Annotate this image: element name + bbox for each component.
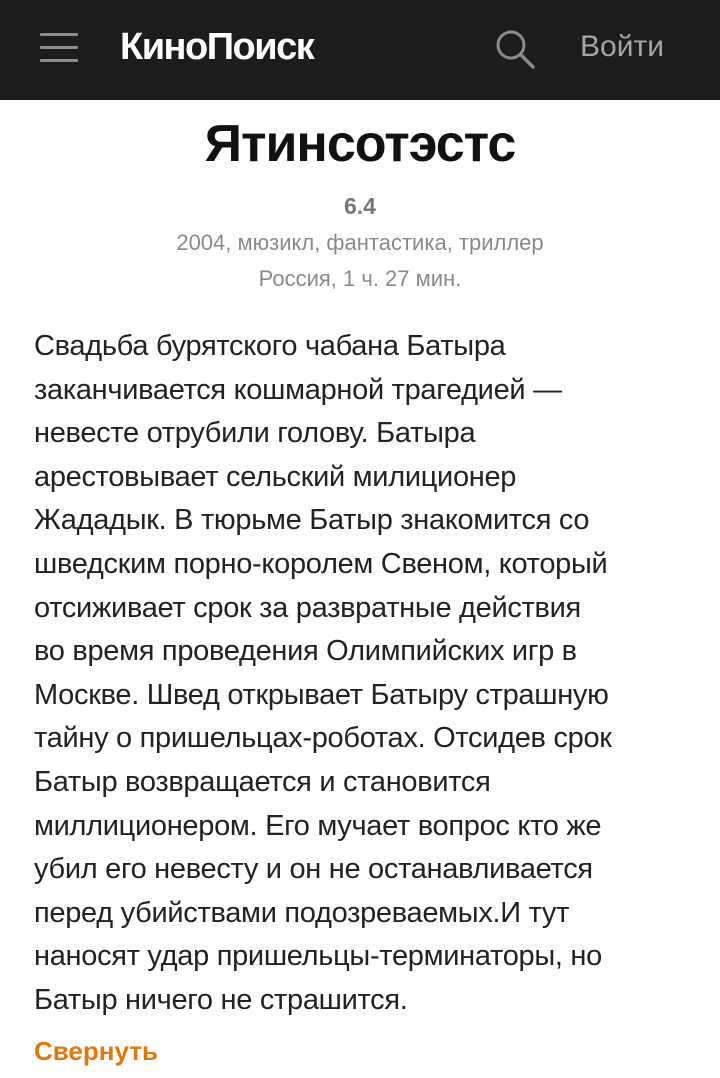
description-line: арестовывает сельский милиционер (34, 460, 517, 493)
description-line: Москве. Швед открывает Батыру страшную (34, 678, 609, 711)
collapse-description-link[interactable]: Свернуть (34, 1036, 158, 1066)
movie-title: Ятинсотэстс (204, 115, 516, 173)
hamburger-menu-icon[interactable] (40, 31, 78, 65)
menu-line (40, 59, 78, 62)
description-line: наносят удар пришельцы-терминаторы, но (34, 940, 602, 973)
description-line: миллиционером. Его мучает вопрос кто же (34, 809, 602, 842)
description-line: тайну о пришельцах-роботах. Отсидев срок (34, 722, 612, 755)
movie-rating: 6.4 (344, 193, 376, 219)
description-line: шведским порно-королем Свеном, который (34, 547, 608, 580)
top-nav-bar (0, 0, 720, 100)
movie-description (34, 325, 694, 1023)
description-line: Батыр ничего не страшится. (34, 983, 408, 1016)
menu-line (40, 46, 78, 49)
login-button[interactable]: Войти (580, 30, 664, 63)
description-line: Батыр возвращается и становится (34, 765, 491, 798)
description-line: убил его невесту и он не останавливается (34, 853, 593, 886)
description-line: перед убийствами подозреваемых.И тут (34, 896, 570, 929)
description-line: во время проведения Олимпийских игр в (34, 635, 577, 668)
description-line: Свадьба бурятского чабана Батыра (34, 330, 506, 362)
menu-line (40, 33, 78, 36)
description-line: заканчивается кошмарной трагедией — (34, 373, 562, 406)
search-icon[interactable] (494, 28, 536, 70)
movie-year-genres: 2004, мюзикл, фантастика, триллер (176, 230, 544, 255)
description-line: Жададык. В тюрьме Батыр знакомится со (34, 504, 590, 537)
movie-country-duration: Россия, 1 ч. 27 мин. (258, 266, 462, 291)
kinopoisk-logo[interactable]: КиноПоиск (120, 26, 314, 68)
description-line: невесте отрубили голову. Батыра (34, 417, 476, 450)
description-line: отсиживает срок за развратные действия (34, 591, 581, 624)
